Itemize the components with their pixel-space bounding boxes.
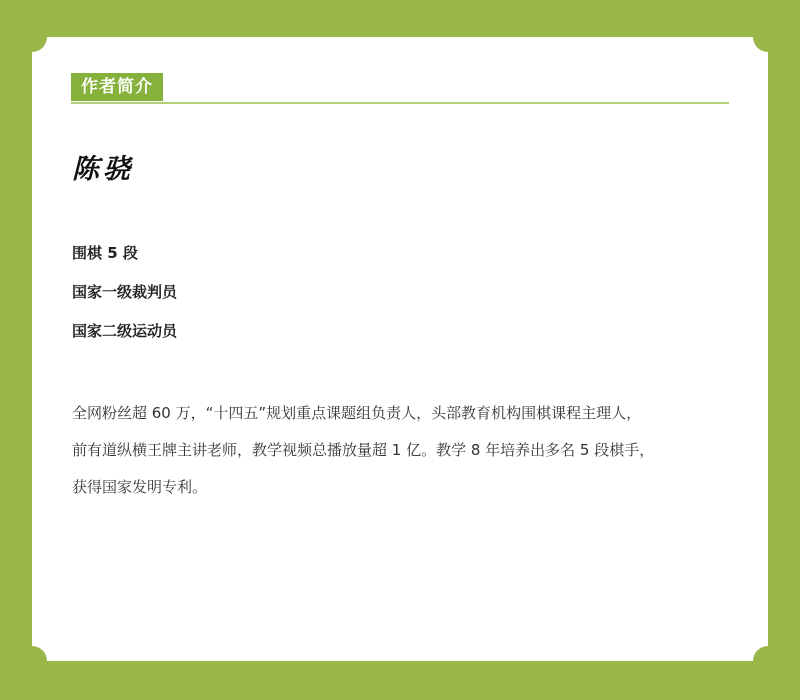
bio-line: 获得国家发明专利。 <box>72 478 208 496</box>
author-name: 陈骁 <box>72 154 134 185</box>
bio-line: 全网粉丝超 60 万，“十四五”规划重点课题组负责人，头部教育机构围棋课程主理人， <box>72 404 642 422</box>
corner-notch <box>753 646 783 676</box>
profile-card <box>32 37 768 661</box>
author-bio <box>72 395 732 506</box>
section-divider <box>71 102 729 104</box>
credential-item: 围棋 5 段 <box>72 244 138 262</box>
credential-item: 国家一级裁判员 <box>72 283 178 301</box>
section-header <box>71 73 729 103</box>
credential-item: 国家二级运动员 <box>72 322 178 340</box>
corner-notch <box>17 22 47 52</box>
corner-notch <box>753 22 783 52</box>
section-title: 作者简介 <box>71 73 163 101</box>
bio-line: 前有道纵横王牌主讲老师，教学视频总播放量超 1 亿。教学 8 年培养出多名 5 段棋手， <box>72 441 655 459</box>
credentials-list <box>72 242 177 359</box>
corner-notch <box>17 646 47 676</box>
